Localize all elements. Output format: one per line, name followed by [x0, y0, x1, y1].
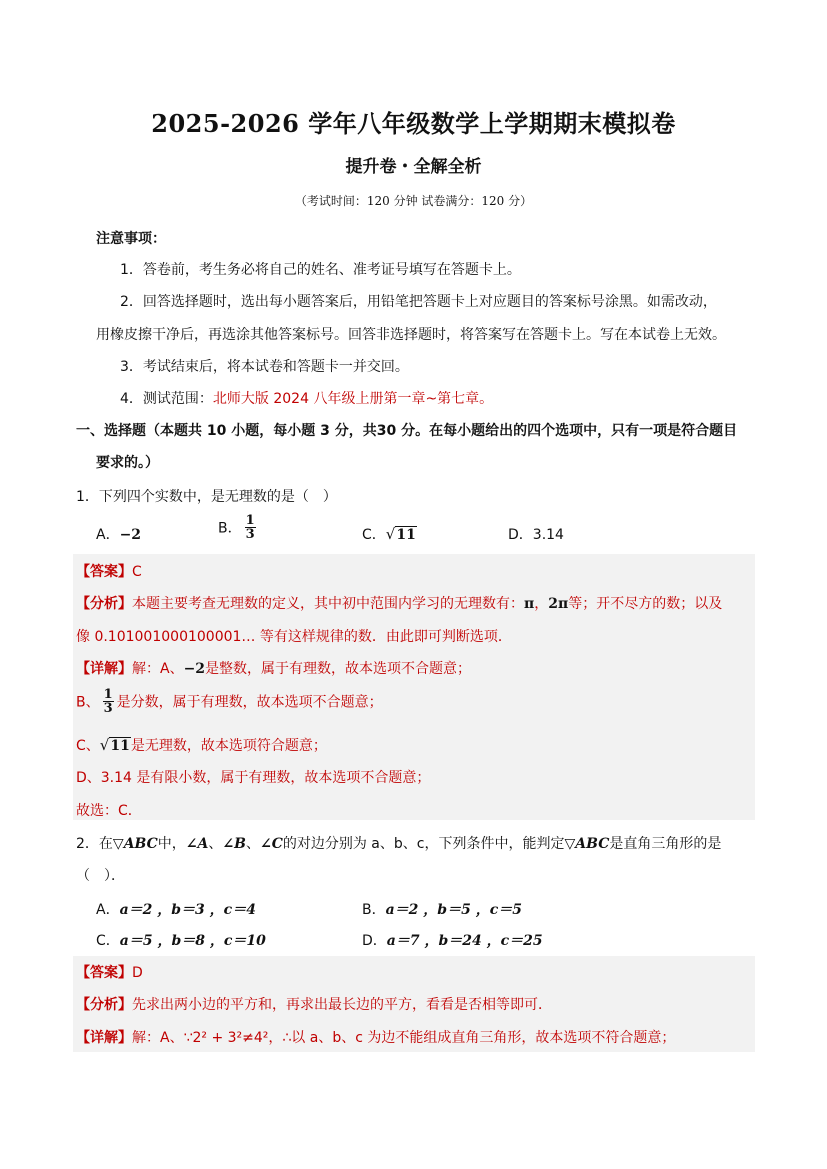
notes-item-1: 1．答卷前，考生务必将自己的姓名、准考证号填写在答题卡上。: [120, 262, 521, 278]
q1-option-d-label: D．: [508, 527, 533, 543]
q1-detail-c-label: C、: [76, 738, 100, 754]
q2-option-d-value: a＝7 ，b＝24 ，c＝25: [386, 933, 543, 949]
notes-item-2-line1: 2．回答选择题时，选出每小题答案后，用铅笔把答题卡上对应题目的答案标号涂黑。如需改动，: [120, 294, 717, 310]
q1-detail-d: D、3.14 是有限小数，属于有理数，故本选项不合题意；: [76, 770, 431, 786]
q1-analysis-sep: ，: [534, 596, 549, 612]
section-1-heading-line2: 要求的。）: [96, 455, 159, 471]
q1-conclusion: 故选：C．: [76, 803, 142, 819]
q1-detail-c-text: 是无理数，故本选项符合题意；: [130, 738, 327, 754]
q1-analysis-text-b: 等；开不尽方的数；以及: [568, 596, 723, 612]
q1-option-b-denominator: 3: [245, 527, 255, 542]
q1-detail-a: [76, 658, 471, 678]
q1-option-d-value: 3.14: [532, 527, 564, 543]
q1-detail-b-numerator: 1: [103, 687, 113, 702]
q1-option-a-label: A．: [96, 527, 120, 543]
q1-analysis-2pi: 2π: [548, 596, 569, 612]
q2-option-a-value: a＝2 ，b＝3 ，c＝4: [119, 902, 256, 918]
q1-analysis-pi: π: [524, 596, 535, 612]
sqrt-sign-icon: √: [385, 525, 396, 543]
section-1-heading-line1: 一、选择题（本题共 10 小题，每小题 3 分，共30 分。在每小题给出的四个选项中，只有一项是符合题目: [76, 423, 738, 439]
q2-angle-c: ∠C: [259, 836, 283, 852]
q1-detail-a-text: 是整数，属于有理数，故本选项不合题意；: [205, 661, 472, 677]
q1-analysis-line2: 像 0.101001000100001… 等有这样规律的数．由此即可判断选项．: [76, 629, 512, 645]
exam-info: （考试时间：120 分钟 试卷满分：120 分）: [294, 194, 533, 208]
q1-detail-c-sqrt: [100, 736, 131, 754]
notes-heading: 注意事项：: [96, 231, 166, 247]
q1-detail-c-radicand: 11: [110, 738, 130, 754]
page-title: 2025-2026 学年八年级数学上学期期末模拟卷: [151, 109, 676, 138]
q2-sep-2: 、: [245, 836, 260, 852]
q2-stem-a: 2．在: [76, 836, 113, 852]
page-subtitle: 提升卷・全解全析: [345, 157, 482, 177]
q2-option-a-label: A．: [96, 902, 120, 918]
q1-detail-c: [76, 735, 327, 755]
notes-item-4: [120, 388, 493, 408]
q2-triangle-2: ▽ABC: [564, 836, 610, 852]
q1-option-b: [218, 514, 259, 541]
q2-sep-1: 、: [208, 836, 223, 852]
q1-analysis-text-a: 本题主要考查无理数的定义，其中初中范围内学习的无理数有：: [132, 596, 524, 612]
q1-option-c: [362, 524, 417, 544]
q2-answer-tag: 【答案】: [76, 965, 132, 981]
sqrt-sign-icon: √: [99, 736, 110, 754]
q2-option-c-value: a＝5 ，b＝8 ，c＝10: [119, 933, 266, 949]
q2-option-d-label: D．: [362, 933, 387, 949]
q1-option-c-radicand: 11: [396, 527, 416, 543]
notes-item-4-prefix: 4．测试范围：: [120, 391, 213, 407]
q2-detail-a-text: 解：A、∵2² + 3²≠4²，∴以 a、b、c 为边不能组成直角三角形，故本选项不符合题意；: [132, 1030, 676, 1046]
q1-detail-tag: 【详解】: [76, 661, 132, 677]
q1-detail-a-prefix: 解：A、: [132, 661, 184, 677]
q2-triangle-1: ▽ABC: [112, 836, 158, 852]
notes-item-3: 3．考试结束后，将本试卷和答题卡一并交回。: [120, 359, 409, 375]
notes-item-4-scope: 北师大版 2024 八年级上册第一章~第七章。: [212, 391, 494, 407]
q1-analysis-line1: [76, 593, 722, 613]
q1-option-b-numerator: 1: [245, 513, 255, 528]
q2-angle-b: ∠B: [222, 836, 246, 852]
q2-option-c: [96, 930, 266, 950]
q1-detail-b-denominator: 3: [103, 701, 113, 716]
q1-option-a-value: −2: [119, 527, 142, 543]
q1-option-d: [508, 524, 564, 544]
q2-stem-b: 中，: [157, 836, 186, 852]
q1-option-c-label: C．: [362, 527, 386, 543]
q2-option-b-value: a＝2 ，b＝5 ，c＝5: [385, 902, 522, 918]
q2-option-b-label: B．: [362, 902, 386, 918]
q1-answer-tag: 【答案】: [76, 564, 132, 580]
q2-answer: [76, 962, 143, 982]
q2-angle-a: ∠A: [185, 836, 209, 852]
q2-option-b: [362, 899, 522, 919]
q2-stem-line2: （ ）．: [76, 868, 125, 884]
q2-detail-a: [76, 1027, 675, 1047]
q2-analysis-text: 先求出两小边的平方和，再求出最长边的平方，看看是否相等即可．: [132, 997, 552, 1013]
notes-item-2-line2: 用橡皮擦干净后，再选涂其他答案标号。回答非选择题时，将答案写在答题卡上。写在本试卷上无效。: [96, 327, 726, 343]
q1-detail-b: [76, 688, 383, 715]
q1-option-c-sqrt: [386, 525, 417, 543]
q1-detail-b-text: 是分数，属于有理数，故本选项不合题意；: [116, 694, 383, 711]
q1-detail-b-label: B、: [76, 694, 100, 711]
q2-stem-d: 是直角三角形的是: [609, 836, 722, 852]
q2-stem-c: 的对边分别为 a、b、c，下列条件中，能判定: [282, 836, 565, 852]
q2-option-a: [96, 899, 256, 919]
q1-answer-value: C: [132, 564, 142, 580]
q1-option-b-label: B．: [218, 520, 242, 537]
q1-detail-a-value: −2: [183, 661, 206, 677]
q1-detail-b-fraction: [103, 688, 114, 715]
q1-stem: 1．下列四个实数中，是无理数的是（ ）: [76, 489, 337, 505]
q2-analysis: [76, 994, 552, 1014]
q1-option-a: [96, 524, 141, 544]
q1-analysis-tag: 【分析】: [76, 596, 132, 612]
q2-option-c-label: C．: [96, 933, 120, 949]
q2-option-d: [362, 930, 543, 950]
q2-stem: [76, 833, 721, 853]
q2-detail-tag: 【详解】: [76, 1030, 132, 1046]
q2-answer-value: D: [132, 965, 143, 981]
q1-option-b-fraction: [245, 514, 256, 541]
q1-answer: [76, 561, 142, 581]
q2-analysis-tag: 【分析】: [76, 997, 132, 1013]
